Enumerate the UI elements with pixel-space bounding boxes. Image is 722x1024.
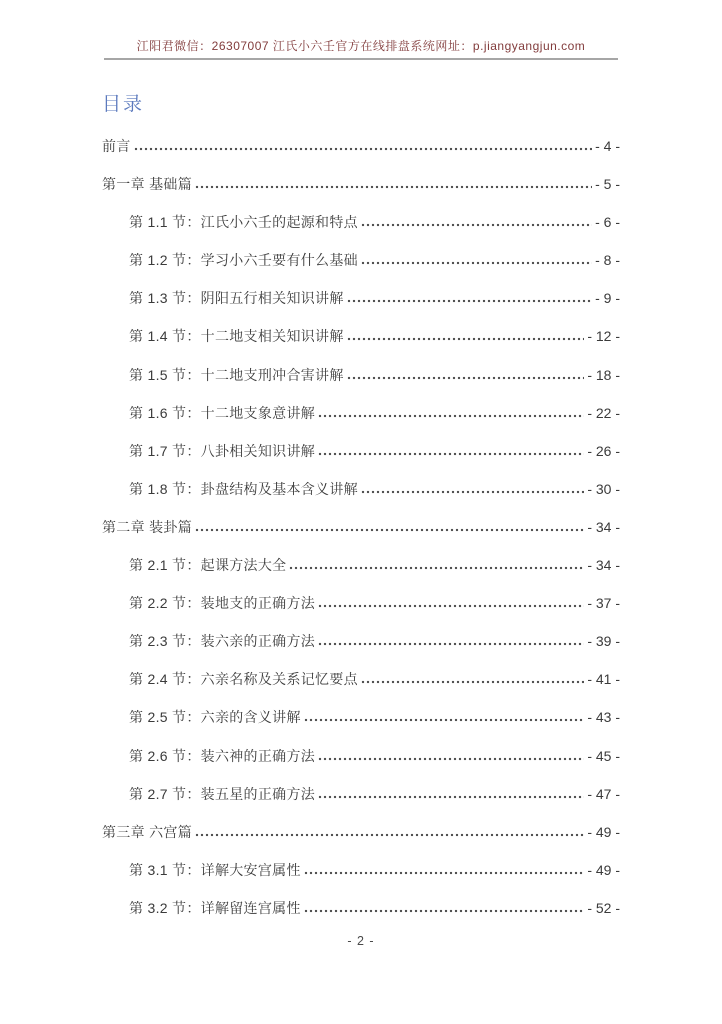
toc-entry-label: 前言 bbox=[102, 138, 131, 154]
toc-title: 目录 bbox=[102, 94, 145, 115]
toc-entry[interactable] bbox=[102, 125, 620, 163]
toc-dot-leader bbox=[361, 489, 584, 494]
toc-entry[interactable] bbox=[102, 696, 620, 734]
toc-entry-label: 第 1.2 节：学习小六壬要有什么基础 bbox=[129, 252, 358, 269]
toc-entry-label: 第 1.4 节：十二地支相关知识讲解 bbox=[129, 328, 344, 345]
toc-entry-page: - 26 - bbox=[587, 442, 620, 459]
toc-entry[interactable] bbox=[102, 163, 620, 201]
toc-entry-label: 第 1.6 节：十二地支象意讲解 bbox=[129, 404, 316, 421]
toc-entry[interactable] bbox=[102, 354, 620, 392]
toc-entry[interactable] bbox=[102, 620, 620, 658]
toc-entry-page: - 45 - bbox=[587, 747, 620, 764]
toc-entry[interactable] bbox=[102, 849, 620, 887]
toc-entry-label: 第一章 基础篇 bbox=[102, 176, 192, 193]
toc-entry-page: - 12 - bbox=[587, 328, 620, 345]
toc-entry[interactable] bbox=[102, 773, 620, 811]
toc-dot-leader bbox=[304, 908, 585, 913]
toc-entry[interactable] bbox=[102, 544, 620, 582]
toc-dot-leader bbox=[347, 298, 592, 303]
toc-entry[interactable] bbox=[102, 658, 620, 696]
toc-entry-page: - 4 - bbox=[595, 138, 620, 154]
toc-entry-page: - 18 - bbox=[587, 366, 620, 383]
toc-dot-leader bbox=[318, 451, 584, 456]
toc-list bbox=[102, 125, 620, 925]
toc-entry[interactable] bbox=[102, 735, 620, 773]
toc-entry-label: 第 1.7 节：八卦相关知识讲解 bbox=[129, 442, 316, 459]
toc-entry[interactable] bbox=[102, 582, 620, 620]
toc-entry-page: - 34 - bbox=[587, 557, 620, 574]
toc-dot-leader bbox=[318, 413, 584, 418]
toc-dot-leader bbox=[195, 184, 592, 189]
toc-entry-page: - 9 - bbox=[595, 290, 620, 307]
toc-dot-leader bbox=[318, 641, 584, 646]
toc-entry-label: 第 1.1 节：江氏小六壬的起源和特点 bbox=[129, 214, 358, 231]
toc-entry-label: 第 1.8 节：卦盘结构及基本含义讲解 bbox=[129, 480, 358, 497]
toc-entry-page: - 22 - bbox=[587, 404, 620, 421]
page-number: - 2 - bbox=[347, 934, 375, 948]
toc-entry[interactable] bbox=[102, 468, 620, 506]
toc-dot-leader bbox=[195, 832, 584, 837]
toc-entry[interactable] bbox=[102, 315, 620, 353]
toc-entry-label: 第 3.2 节：详解留连宫属性 bbox=[129, 899, 301, 916]
toc-dot-leader bbox=[361, 260, 592, 265]
toc-entry-page: - 6 - bbox=[595, 214, 620, 231]
toc-dot-leader bbox=[289, 565, 584, 570]
toc-entry[interactable] bbox=[102, 887, 620, 925]
toc-entry-page: - 34 - bbox=[587, 518, 620, 535]
toc-dot-leader bbox=[304, 870, 585, 875]
toc-dot-leader bbox=[361, 222, 592, 227]
toc-entry-page: - 37 - bbox=[587, 595, 620, 612]
toc-entry-label: 第 2.1 节：起课方法大全 bbox=[129, 557, 287, 574]
toc-dot-leader bbox=[361, 679, 584, 684]
toc-entry-label: 第 2.5 节：六亲的含义讲解 bbox=[129, 709, 301, 726]
toc-entry-page: - 30 - bbox=[587, 480, 620, 497]
toc-entry-page: - 49 - bbox=[587, 823, 620, 840]
toc-entry-page: - 5 - bbox=[595, 176, 620, 193]
toc-entry-page: - 47 - bbox=[587, 785, 620, 802]
toc-entry-label: 第 2.7 节：装五星的正确方法 bbox=[129, 785, 316, 802]
toc-dot-leader bbox=[318, 756, 584, 761]
toc-dot-leader bbox=[134, 146, 593, 151]
toc-entry-page: - 41 - bbox=[587, 671, 620, 688]
toc-dot-leader bbox=[195, 527, 584, 532]
page-header bbox=[104, 0, 618, 60]
toc-entry[interactable] bbox=[102, 811, 620, 849]
header-contact-line: 江阳君微信：26307007 江氏小六壬官方在线排盘系统网址：p.jiangyangjun.com bbox=[136, 39, 586, 53]
toc-entry[interactable] bbox=[102, 201, 620, 239]
toc-entry-label: 第 2.3 节：装六亲的正确方法 bbox=[129, 633, 316, 650]
toc-entry-page: - 39 - bbox=[587, 633, 620, 650]
toc-dot-leader bbox=[318, 603, 584, 608]
toc-entry-label: 第 2.6 节：装六神的正确方法 bbox=[129, 747, 316, 764]
toc-entry-page: - 43 - bbox=[587, 709, 620, 726]
toc-entry-label: 第二章 装卦篇 bbox=[102, 518, 192, 535]
toc-dot-leader bbox=[347, 375, 585, 380]
toc-entry[interactable] bbox=[102, 392, 620, 430]
toc-entry-label: 第 2.2 节：装地支的正确方法 bbox=[129, 595, 316, 612]
toc-entry-label: 第 1.5 节：十二地支刑冲合害讲解 bbox=[129, 366, 344, 383]
toc-dot-leader bbox=[347, 336, 585, 341]
page-footer bbox=[0, 932, 722, 950]
toc-entry-page: - 52 - bbox=[587, 899, 620, 916]
toc-dot-leader bbox=[318, 794, 584, 799]
toc-entry-page: - 8 - bbox=[595, 252, 620, 269]
toc-entry-label: 第 2.4 节：六亲名称及关系记忆要点 bbox=[129, 671, 358, 688]
toc-entry-label: 第 3.1 节：详解大安宫属性 bbox=[129, 861, 301, 878]
toc-dot-leader bbox=[304, 717, 585, 722]
toc-entry[interactable] bbox=[102, 277, 620, 315]
toc-entry-label: 第三章 六宫篇 bbox=[102, 823, 192, 840]
toc-entry[interactable] bbox=[102, 239, 620, 277]
toc-entry[interactable] bbox=[102, 506, 620, 544]
toc-entry-page: - 49 - bbox=[587, 861, 620, 878]
toc-entry[interactable] bbox=[102, 430, 620, 468]
toc-entry-label: 第 1.3 节：阴阳五行相关知识讲解 bbox=[129, 290, 344, 307]
